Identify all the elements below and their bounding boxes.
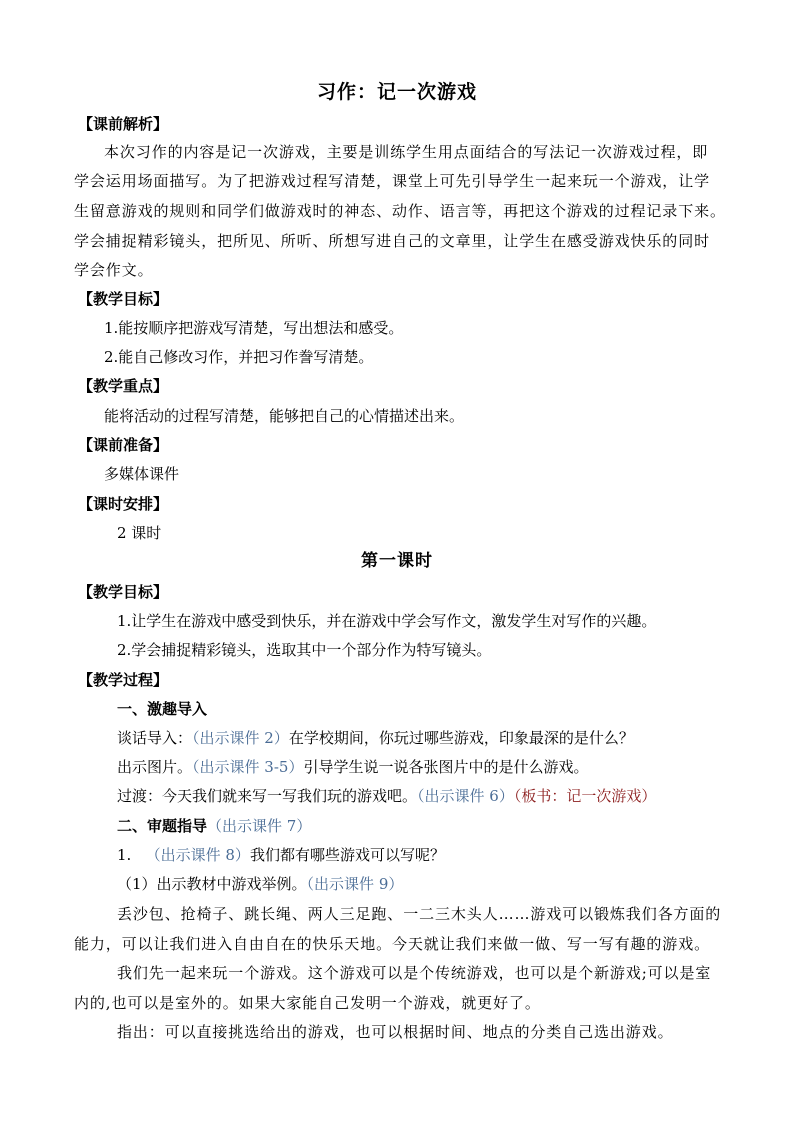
paragraph-line: 指出：可以直接挑选给出的游戏，也可以根据时间、地点的分类自己选出游戏。: [117, 1023, 674, 1041]
blackboard-note: （板书：记一次游戏）: [513, 787, 657, 805]
section-heading-key-points: 【教学重点】: [78, 377, 169, 395]
paragraph-line: 能力，可以让我们进入自由自在的快乐天地。今天就让我们来做一做、写一写有趣的游戏。: [74, 935, 711, 953]
courseware-reference: （出示课件 7）: [207, 817, 312, 835]
paragraph-line: 我们先一起来玩一个游戏。这个游戏可以是个传统游戏，也可以是个新游戏;可以是室: [117, 964, 712, 982]
paragraph-line: 内的,也可以是室外的。如果大家能自己发明一个游戏，就更好了。: [74, 994, 541, 1012]
paragraph-line: 学会捕捉精彩镜头，把所见、所听、所想写进自己的文章里，让学生在感受游戏快乐的同时: [74, 232, 711, 250]
subsection-heading-intro: 一、激趣导入: [117, 700, 208, 718]
paragraph-line: 丢沙包、抢椅子、跳长绳、两人三足跑、一二三木头人……游戏可以锻炼我们各方面的: [117, 905, 722, 923]
courseware-reference: （出示课件 2）: [192, 729, 289, 747]
goal-item: 2.能自己修改习作，并把习作誊写清楚。: [104, 348, 374, 366]
question-1a: [117, 874, 794, 894]
section-heading-goals: 【教学目标】: [78, 290, 169, 308]
key-points-text: 能将活动的过程写清楚，能够把自己的心情描述出来。: [104, 407, 465, 425]
lesson-title: 第一课时: [361, 551, 433, 571]
section-heading-process: 【教学过程】: [78, 671, 169, 689]
courseware-reference: （出示课件 8）: [145, 846, 250, 864]
document-title: 习作：记一次游戏: [316, 81, 477, 103]
paragraph-line: 生留意游戏的规则和同学们做游戏时的神态、动作、语言等，再把这个游戏的过程记录下来。: [74, 202, 726, 220]
question-1-text: 我们都有哪些游戏可以写呢？: [249, 846, 445, 864]
intro-line-2: [117, 757, 794, 777]
section-heading-preparation: 【课前准备】: [78, 436, 169, 454]
section-heading-pre-analysis: 【课前解析】: [78, 115, 169, 133]
intro-line-3-text: 过渡：今天我们就来写一写我们玩的游戏吧。: [117, 787, 418, 805]
intro-line-1-question: 在学校期间，你玩过哪些游戏，印象最深的是什么？: [288, 729, 634, 747]
section-heading-lesson-goals: 【教学目标】: [78, 583, 169, 601]
section-heading-schedule: 【课时安排】: [78, 495, 169, 513]
courseware-reference: （出示课件 3-5）: [192, 758, 304, 776]
lesson-goal-item: 1.让学生在游戏中感受到快乐，并在游戏中学会写作文，激发学生对写作的兴趣。: [117, 612, 657, 630]
goal-item: 1.能按顺序把游戏写清楚，写出想法和感受。: [104, 319, 404, 337]
intro-line-2-instruction: 引导学生说一说各张图片中的是什么游戏。: [303, 758, 589, 776]
paragraph-line: 学会作文。: [74, 261, 154, 279]
topic-guidance-heading-text: 二、审题指导: [117, 817, 208, 835]
question-1: [117, 845, 794, 865]
intro-line-1: [117, 728, 794, 748]
question-1a-text: （1）出示教材中游戏举例。: [117, 875, 307, 893]
preparation-text: 多媒体课件: [104, 465, 180, 483]
lesson-goal-item: 2.学会捕捉精彩镜头，选取其中一个部分作为特写镜头。: [117, 641, 492, 659]
intro-line-3: [117, 786, 794, 806]
question-1-number: 1.: [117, 846, 132, 864]
paragraph-line: 本次习作的内容是记一次游戏，主要是训练学生用点面结合的写法记一次游戏过程，即: [104, 143, 709, 161]
subsection-heading-topic-guidance: [117, 816, 794, 836]
schedule-text: 2 课时: [117, 524, 162, 542]
courseware-reference: （出示课件 6）: [417, 787, 514, 805]
intro-line-2-text: 出示图片。: [117, 758, 193, 776]
courseware-reference: （出示课件 9）: [306, 875, 404, 893]
intro-line-1-text: 谈话导入：: [117, 729, 193, 747]
paragraph-line: 学会运用场面描写。为了把游戏过程写清楚，课堂上可先引导学生一起来玩一个游戏，让学: [74, 172, 711, 190]
